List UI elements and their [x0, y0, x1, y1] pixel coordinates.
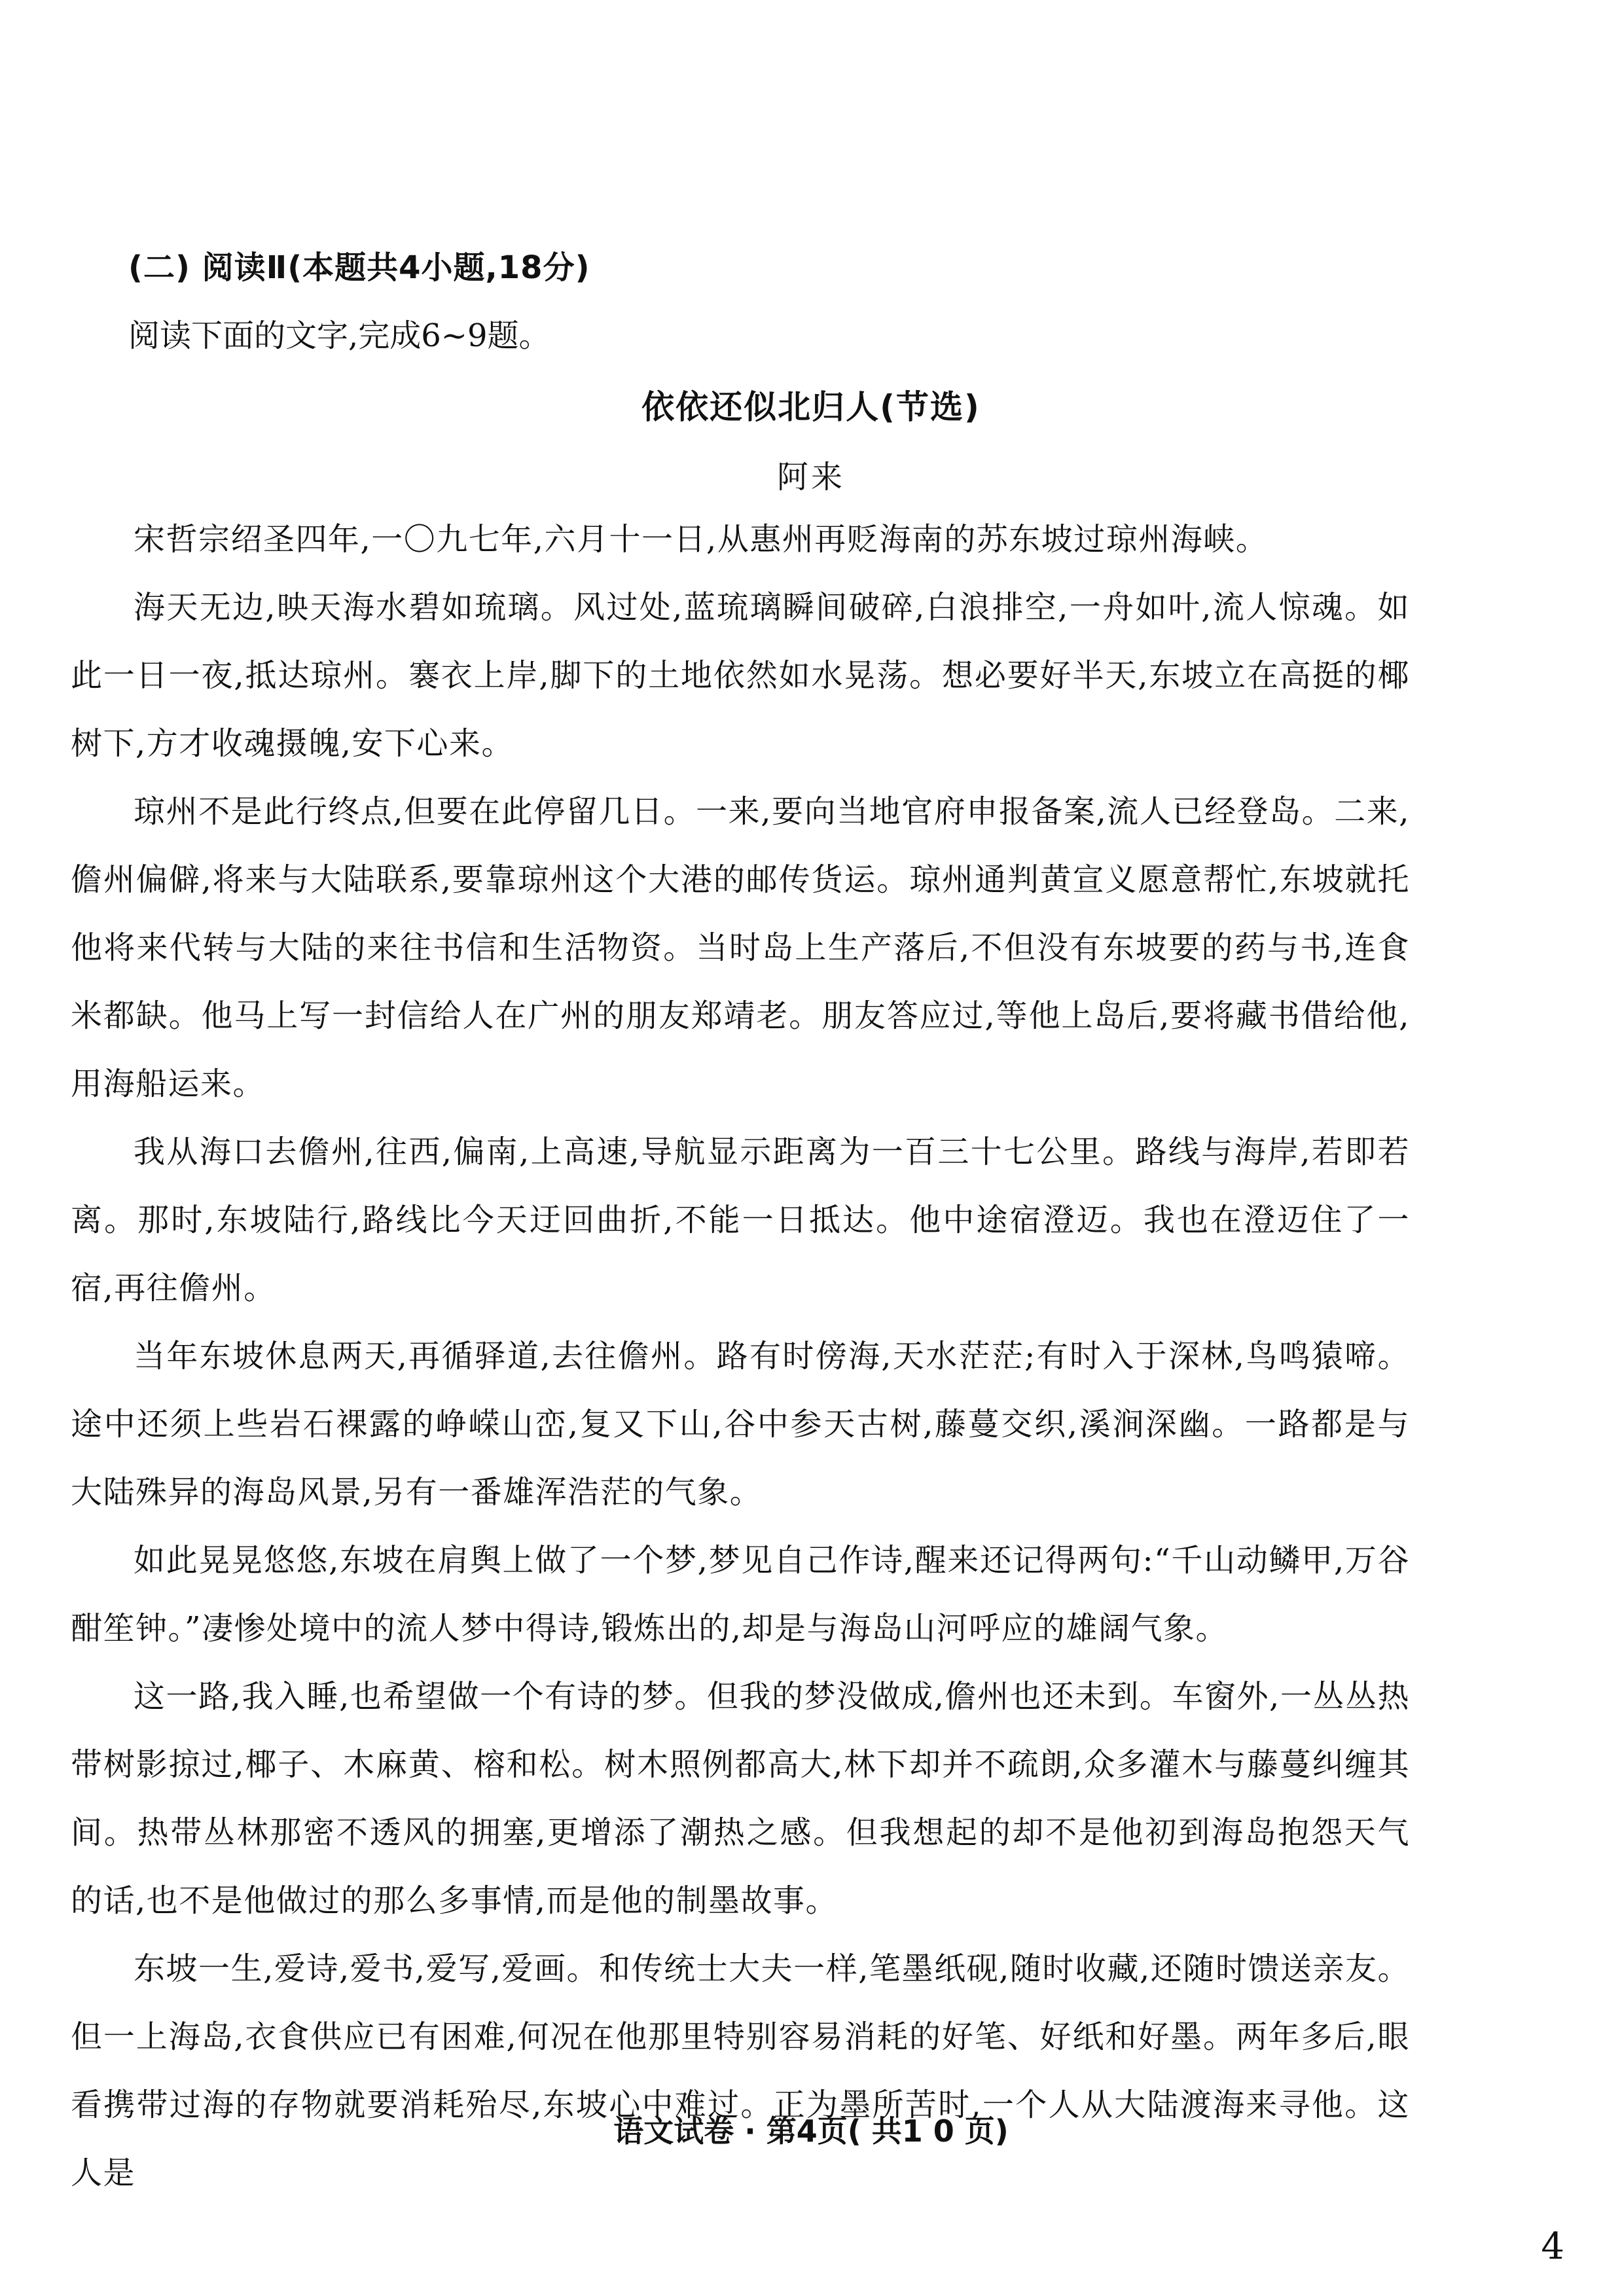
paragraph: 宋哲宗绍圣四年,一〇九七年,六月十一日,从惠州再贬海南的苏东坡过琼州海峡。	[134, 521, 1269, 558]
article-author: 阿来	[776, 459, 845, 495]
article-body	[71, 505, 1410, 2207]
paragraph: 海天无边,映天海水碧如琉璃。风过处,蓝琉璃瞬间破碎,白浪排空,一舟如叶,流人惊魂。如此一日一夜,抵达琼州。褰衣上岸,脚下的土地依然如水晃荡。想必要好半天,东坡立在高挺的椰树下,方才收魂摄魄,安下心来。	[71, 589, 1410, 762]
reading-instruction: 阅读下面的文字,完成6~9题。	[128, 317, 550, 354]
paragraph: 当年东坡休息两天,再循驿道,去往儋州。路有时傍海,天水茫茫;有时入于深林,鸟鸣猿啼。途中还须上些岩石裸露的峥嵘山峦,复又下山,谷中参天古树,藤蔓交织,溪涧深幽。一路都是与大陆殊异的海岛风景,另有一番雄浑浩茫的气象。	[71, 1338, 1410, 1511]
scan-page-number: 4	[1541, 2225, 1564, 2268]
paragraph: 这一路,我入睡,也希望做一个有诗的梦。但我的梦没做成,儋州也还未到。车窗外,一丛丛热带树影掠过,椰子、木麻黄、榕和松。树木照例都高大,林下却并不疏朗,众多灌木与藤蔓纠缠其间。热带丛林那密不透风的拥塞,更增添了潮热之感。但我想起的却不是他初到海岛抱怨天气的话,也不是他做过的那么多事情,而是他的制墨故事。	[71, 1678, 1410, 1919]
paragraph: 琼州不是此行终点,但要在此停留几日。一来,要向当地官府申报备案,流人已经登岛。二来,儋州偏僻,将来与大陆联系,要靠琼州这个大港的邮传货运。琼州通判黄宣义愿意帮忙,东坡就托他将来代转与大陆的来往书信和生活物资。当时岛上生产落后,不但没有东坡要的药与书,连食米都缺。他马上写一封信给人在广州的朋友郑靖老。朋友答应过,等他上岛后,要将藏书借给他,用海船运来。	[71, 793, 1410, 1102]
article-title: 依依还似北归人(节选)	[641, 388, 981, 426]
paragraph: 如此晃晃悠悠,东坡在肩舆上做了一个梦,梦见自己作诗,醒来还记得两句:“千山动鳞甲,万谷酣笙钟。”凄惨处境中的流人梦中得诗,锻炼出的,却是与海岛山河呼应的雄阔气象。	[71, 1542, 1410, 1647]
paragraph: 我从海口去儋州,往西,偏南,上高速,导航显示距离为一百三十七公里。路线与海岸,若即若离。那时,东坡陆行,路线比今天迂回曲折,不能一日抵达。他中途宿澄迈。我也在澄迈住了一宿,再往儋州。	[71, 1134, 1410, 1306]
page-footer: 语文试卷 · 第4页( 共1 0 页)	[613, 2113, 1009, 2149]
paragraph: 东坡一生,爱诗,爱书,爱写,爱画。和传统士大夫一样,笔墨纸砚,随时收藏,还随时馈送亲友。但一上海岛,衣食供应已有困难,何况在他那里特别容易消耗的好笔、好纸和好墨。两年多后,眼看携带过海的存物就要消耗殆尽,东坡心中难过。正为墨所苦时,一个人从大陆渡海来寻他。这人是	[71, 1950, 1410, 2191]
section-header: (二) 阅读Ⅱ(本题共4小题,18分)	[128, 249, 590, 286]
